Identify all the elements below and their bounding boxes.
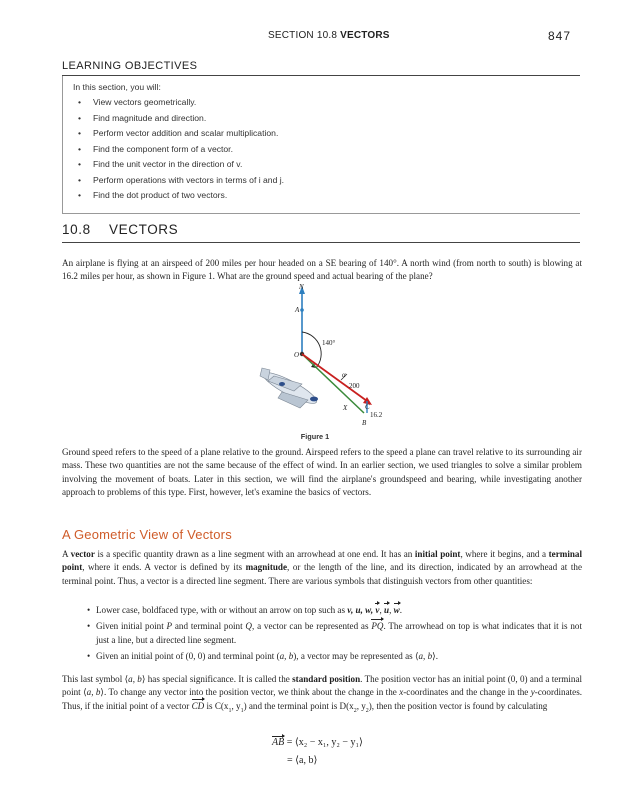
label-airspeed: 200 <box>349 382 360 390</box>
label-wind: 16.2 <box>370 411 383 419</box>
text-run: , where it ends. A vector is defined by its <box>82 562 246 573</box>
text-run: ⟩. To change any vector into the position vector, we think about the change in the <box>100 687 400 698</box>
point-ab: a, b <box>418 651 433 662</box>
math-ab: a, b <box>128 674 142 684</box>
objective-item: • Perform vector addition and scalar multiplication. <box>73 126 580 142</box>
text-run: ) and the terminal point is D(x <box>243 700 354 711</box>
label-angle: 140° <box>322 339 336 347</box>
arrow-vector-u: u <box>384 604 389 617</box>
term-standard-position: standard position <box>292 674 361 684</box>
text-run: ⟩. <box>432 651 438 662</box>
notation-item <box>62 650 582 663</box>
label-n: N <box>299 283 304 291</box>
text-run: ), then the position vector is found by calculating <box>368 700 548 711</box>
equation-line-1 <box>272 737 363 748</box>
vector-ab: AB <box>272 737 285 748</box>
running-head <box>268 30 390 41</box>
page-header <box>0 30 630 46</box>
term-initial-point: initial point <box>414 549 461 559</box>
section-title: VECTORS <box>109 222 179 237</box>
point-a-dot <box>300 308 304 312</box>
term-magnitude: magnitude <box>245 562 287 573</box>
vector-definition-paragraph <box>62 548 582 588</box>
label-x: X <box>343 404 348 412</box>
page-number: 847 <box>548 29 572 43</box>
figure-1-diagram <box>252 280 402 440</box>
point-q: Q <box>245 621 252 632</box>
label-a: A <box>295 306 300 314</box>
vector-notation-list <box>62 604 582 667</box>
learning-objectives-list <box>73 95 580 204</box>
position-vector-paragraph: This last symbol ⟨a, b⟩ has special significance. It is called the standard position. The position vector has an initial point (0, 0) and a terminal point ⟨a, b⟩. To change any vector into the position vector, we think about the change in the x-coordinates and the change in the y-coordinates. Thus, if the initial point of a vector CD is $C(x_1$, $y_1$) and the terminal point is $D(x_2$, $y_2$), then the position vector is found by calculating <box>62 674 583 714</box>
ground-speed-paragraph: Ground speed refers to the speed of a plane relative to the ground. Airspeed refers to the speed a plane can travel relative to its surrounding air mass. These two quantities are not the same because of the effect of wind. In an earlier section, we used triangles to solve a similar problem involving the movement of boats. Later in this section, we will find the airplane's groundspeed and bearing, while investigating another approach to problems of this type. First, however, let's examine the basics of vectors. <box>62 447 582 498</box>
equation-line-2: = ⟨a, b⟩ <box>287 755 318 766</box>
text-run: Given an initial point of (0, 0) and terminal point ( <box>96 651 280 662</box>
text-run: A <box>62 549 71 559</box>
text-run: , a vector can be represented as <box>252 621 372 632</box>
text-run: ), a vector may be represented as ⟨ <box>293 651 419 662</box>
text-run: is a specific quantity drawn as a line segment with an arrowhead at one end. It has an <box>94 549 415 559</box>
text-run: Given initial point <box>96 621 167 632</box>
arrow-vector-w: w <box>394 604 400 617</box>
intro-paragraph: An airplane is flying at an airspeed of 200 miles per hour headed on a SE bearing of 140°. A north wind (from north to south) is blowing at 16.2 miles per hour, as shown in Figure 1. What are the ground speed and actual bearing of the plane? <box>62 258 582 282</box>
text-run: and terminal point <box>172 621 246 632</box>
objective-item: • Perform operations with vectors in terms of i and j. <box>73 173 580 189</box>
learning-objectives-intro: In this section, you will: <box>73 82 161 92</box>
text-run: -coordinates. Thus, if the initial point of a vector <box>62 687 583 711</box>
math-ab: a, b <box>86 687 101 698</box>
notation-item <box>62 620 582 647</box>
text-run: is C(x <box>204 700 229 711</box>
text-run: . The position vector has an initial point (0, 0) and a terminal point ⟨ <box>62 674 583 698</box>
objective-item: • Find magnitude and direction. <box>73 111 580 127</box>
learning-objectives-box <box>62 60 580 218</box>
text-run: , where it begins, and a <box>460 549 549 559</box>
section-title-head: VECTORS <box>340 30 390 41</box>
text-run: , y <box>231 700 241 711</box>
airplane-icon <box>260 368 320 409</box>
notation-item: • Lower case, boldfaced type, with or without an arrow on top such as v, u, w, v, u, w. <box>62 604 582 617</box>
point-ab: a, b <box>279 651 294 662</box>
objective-item: • Find the dot product of two vectors. <box>73 188 580 204</box>
section-heading <box>62 222 580 243</box>
point-p: P <box>166 621 173 632</box>
text-run: This last symbol ⟨ <box>62 674 129 684</box>
subsection-heading: A Geometric View of Vectors <box>62 527 232 542</box>
vector-cd: CD <box>192 700 205 713</box>
text-run: , or the length of the line, and its direction, indicated by an arrowhead at the terminal point. Thus, a vector is a directed line segment. There are various symbols that distinguish vectors from other quantities: <box>62 562 582 586</box>
math-y: y <box>530 687 535 698</box>
text-run: , y <box>356 700 366 711</box>
label-c: C <box>365 403 370 411</box>
term-vector: vector <box>70 549 95 559</box>
vector-pq: PQ <box>371 620 383 633</box>
label-alpha: α <box>342 371 346 379</box>
label-b: B <box>362 419 367 427</box>
arrow-vector-v: v <box>375 604 379 617</box>
bold-vector-symbols: v, u, w, <box>347 605 374 615</box>
text-run: . The arrowhead on top is what indicates that it is not just a line, but a directed line segment. <box>96 621 582 645</box>
objective-item: • View vectors geometrically. <box>73 95 580 111</box>
objective-item: • Find the component form of a vector. <box>73 142 580 158</box>
term-terminal-point: terminal point <box>62 549 582 573</box>
math-x: x <box>399 687 404 698</box>
section-number: 10.8 <box>62 222 91 237</box>
text-run: ⟩ has special significance. It is called the <box>141 674 293 684</box>
learning-objectives-title: LEARNING OBJECTIVES <box>62 60 580 76</box>
text-run: Lower case, boldfaced type, with or without an arrow on top such as <box>96 605 348 615</box>
learning-objectives-body <box>62 76 580 214</box>
text-run: -coordinates and the change in the <box>403 687 531 698</box>
section-label: SECTION 10.8 <box>268 30 338 41</box>
figure-caption: Figure 1 <box>300 432 330 441</box>
objective-item: • Find the unit vector in the direction of v. <box>73 157 580 173</box>
label-o: O <box>294 351 300 359</box>
equation-rhs-1: = ⟨x₂ − x₁, y₂ − y₁⟩ <box>286 737 363 748</box>
